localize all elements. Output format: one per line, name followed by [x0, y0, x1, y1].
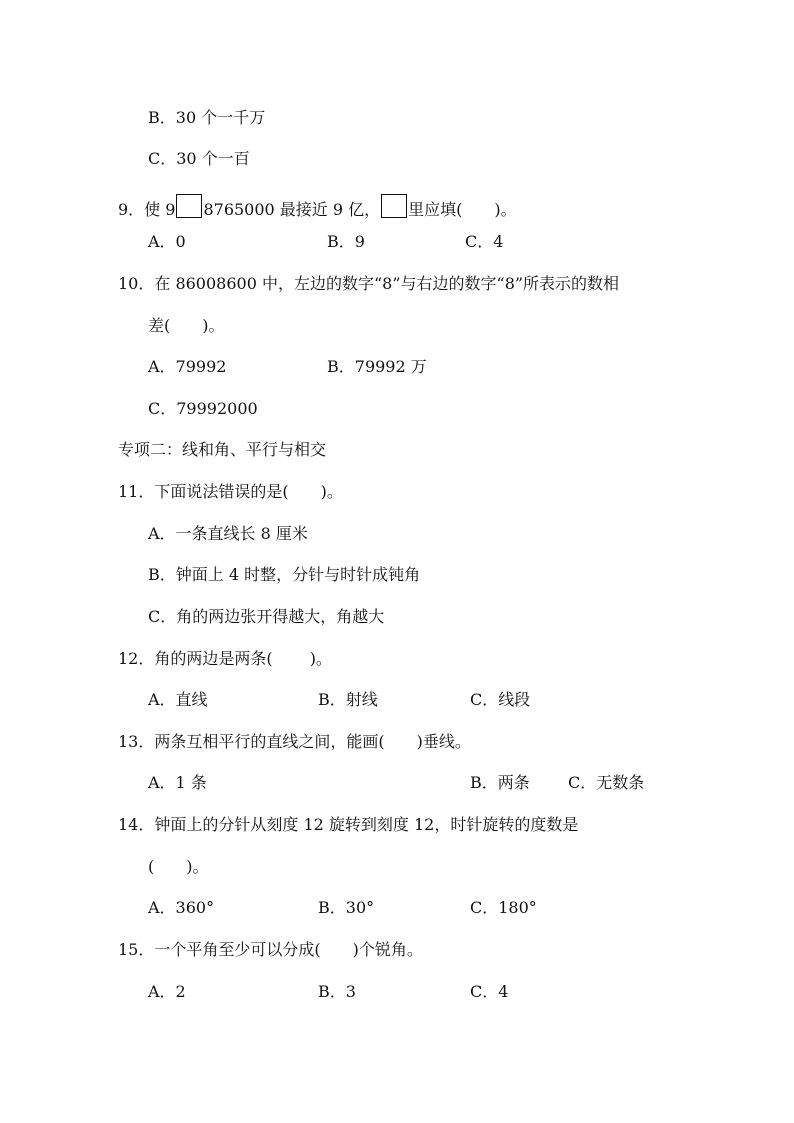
q9-option-a: A．0	[148, 232, 186, 251]
q9-stem	[118, 194, 517, 220]
q11-option-c: C．角的两边张开得越大，角越大	[148, 607, 385, 626]
q12-stem: 12．角的两边是两条( )。	[118, 649, 332, 668]
q14-option-a: A．360°	[148, 898, 215, 917]
q13-option-a: A．1 条	[148, 773, 207, 792]
q11-stem: 11．下面说法错误的是( )。	[118, 482, 343, 501]
q11-option-a: A．一条直线长 8 厘米	[148, 524, 308, 543]
answer-box	[381, 194, 407, 218]
q15-option-b: B．3	[318, 982, 356, 1001]
q9-option-c: C．4	[465, 232, 504, 251]
q8-option-c: C．30 个一百	[148, 149, 250, 168]
q10-option-b: B．79992 万	[327, 357, 427, 376]
q13-option-c: C．无数条	[568, 773, 645, 792]
q12-option-a: A．直线	[148, 690, 208, 709]
q13-option-b: B．两条	[470, 773, 530, 792]
q8-option-b: B．30 个一千万	[148, 108, 266, 127]
q9-option-b: B．9	[327, 232, 365, 251]
q10-stem-line2: 差( )。	[148, 316, 225, 335]
q13-stem: 13．两条互相平行的直线之间，能画( )垂线。	[118, 732, 471, 751]
q10-option-a: A．79992	[148, 357, 227, 376]
q12-option-b: B．射线	[318, 690, 378, 709]
q10-option-c: C．79992000	[148, 399, 258, 418]
q14-option-b: B．30°	[318, 898, 375, 917]
q15-stem: 15．一个平角至少可以分成( )个锐角。	[118, 940, 423, 959]
q12-option-c: C．线段	[470, 690, 531, 709]
q9-stem-part1: 9．使 9	[118, 200, 176, 219]
q14-stem-line2: ( )。	[148, 857, 209, 876]
section-heading: 专项二：线和角、平行与相交	[118, 440, 327, 459]
q15-option-a: A．2	[148, 982, 186, 1001]
q14-stem-line1: 14．钟面上的分针从刻度 12 旋转到刻度 12，时针旋转的度数是	[118, 815, 579, 834]
q9-stem-part3: 里应填( )。	[408, 200, 517, 219]
q14-option-c: C．180°	[470, 898, 537, 917]
q15-option-c: C．4	[470, 982, 509, 1001]
q11-option-b: B．钟面上 4 时整，分针与时针成钝角	[148, 565, 421, 584]
answer-box	[176, 194, 202, 218]
q10-stem-line1: 10．在 86008600 中，左边的数字“8”与右边的数字“8”所表示的数相	[118, 274, 620, 293]
q9-stem-part2: 8765000 最接近 9 亿，	[203, 200, 381, 219]
